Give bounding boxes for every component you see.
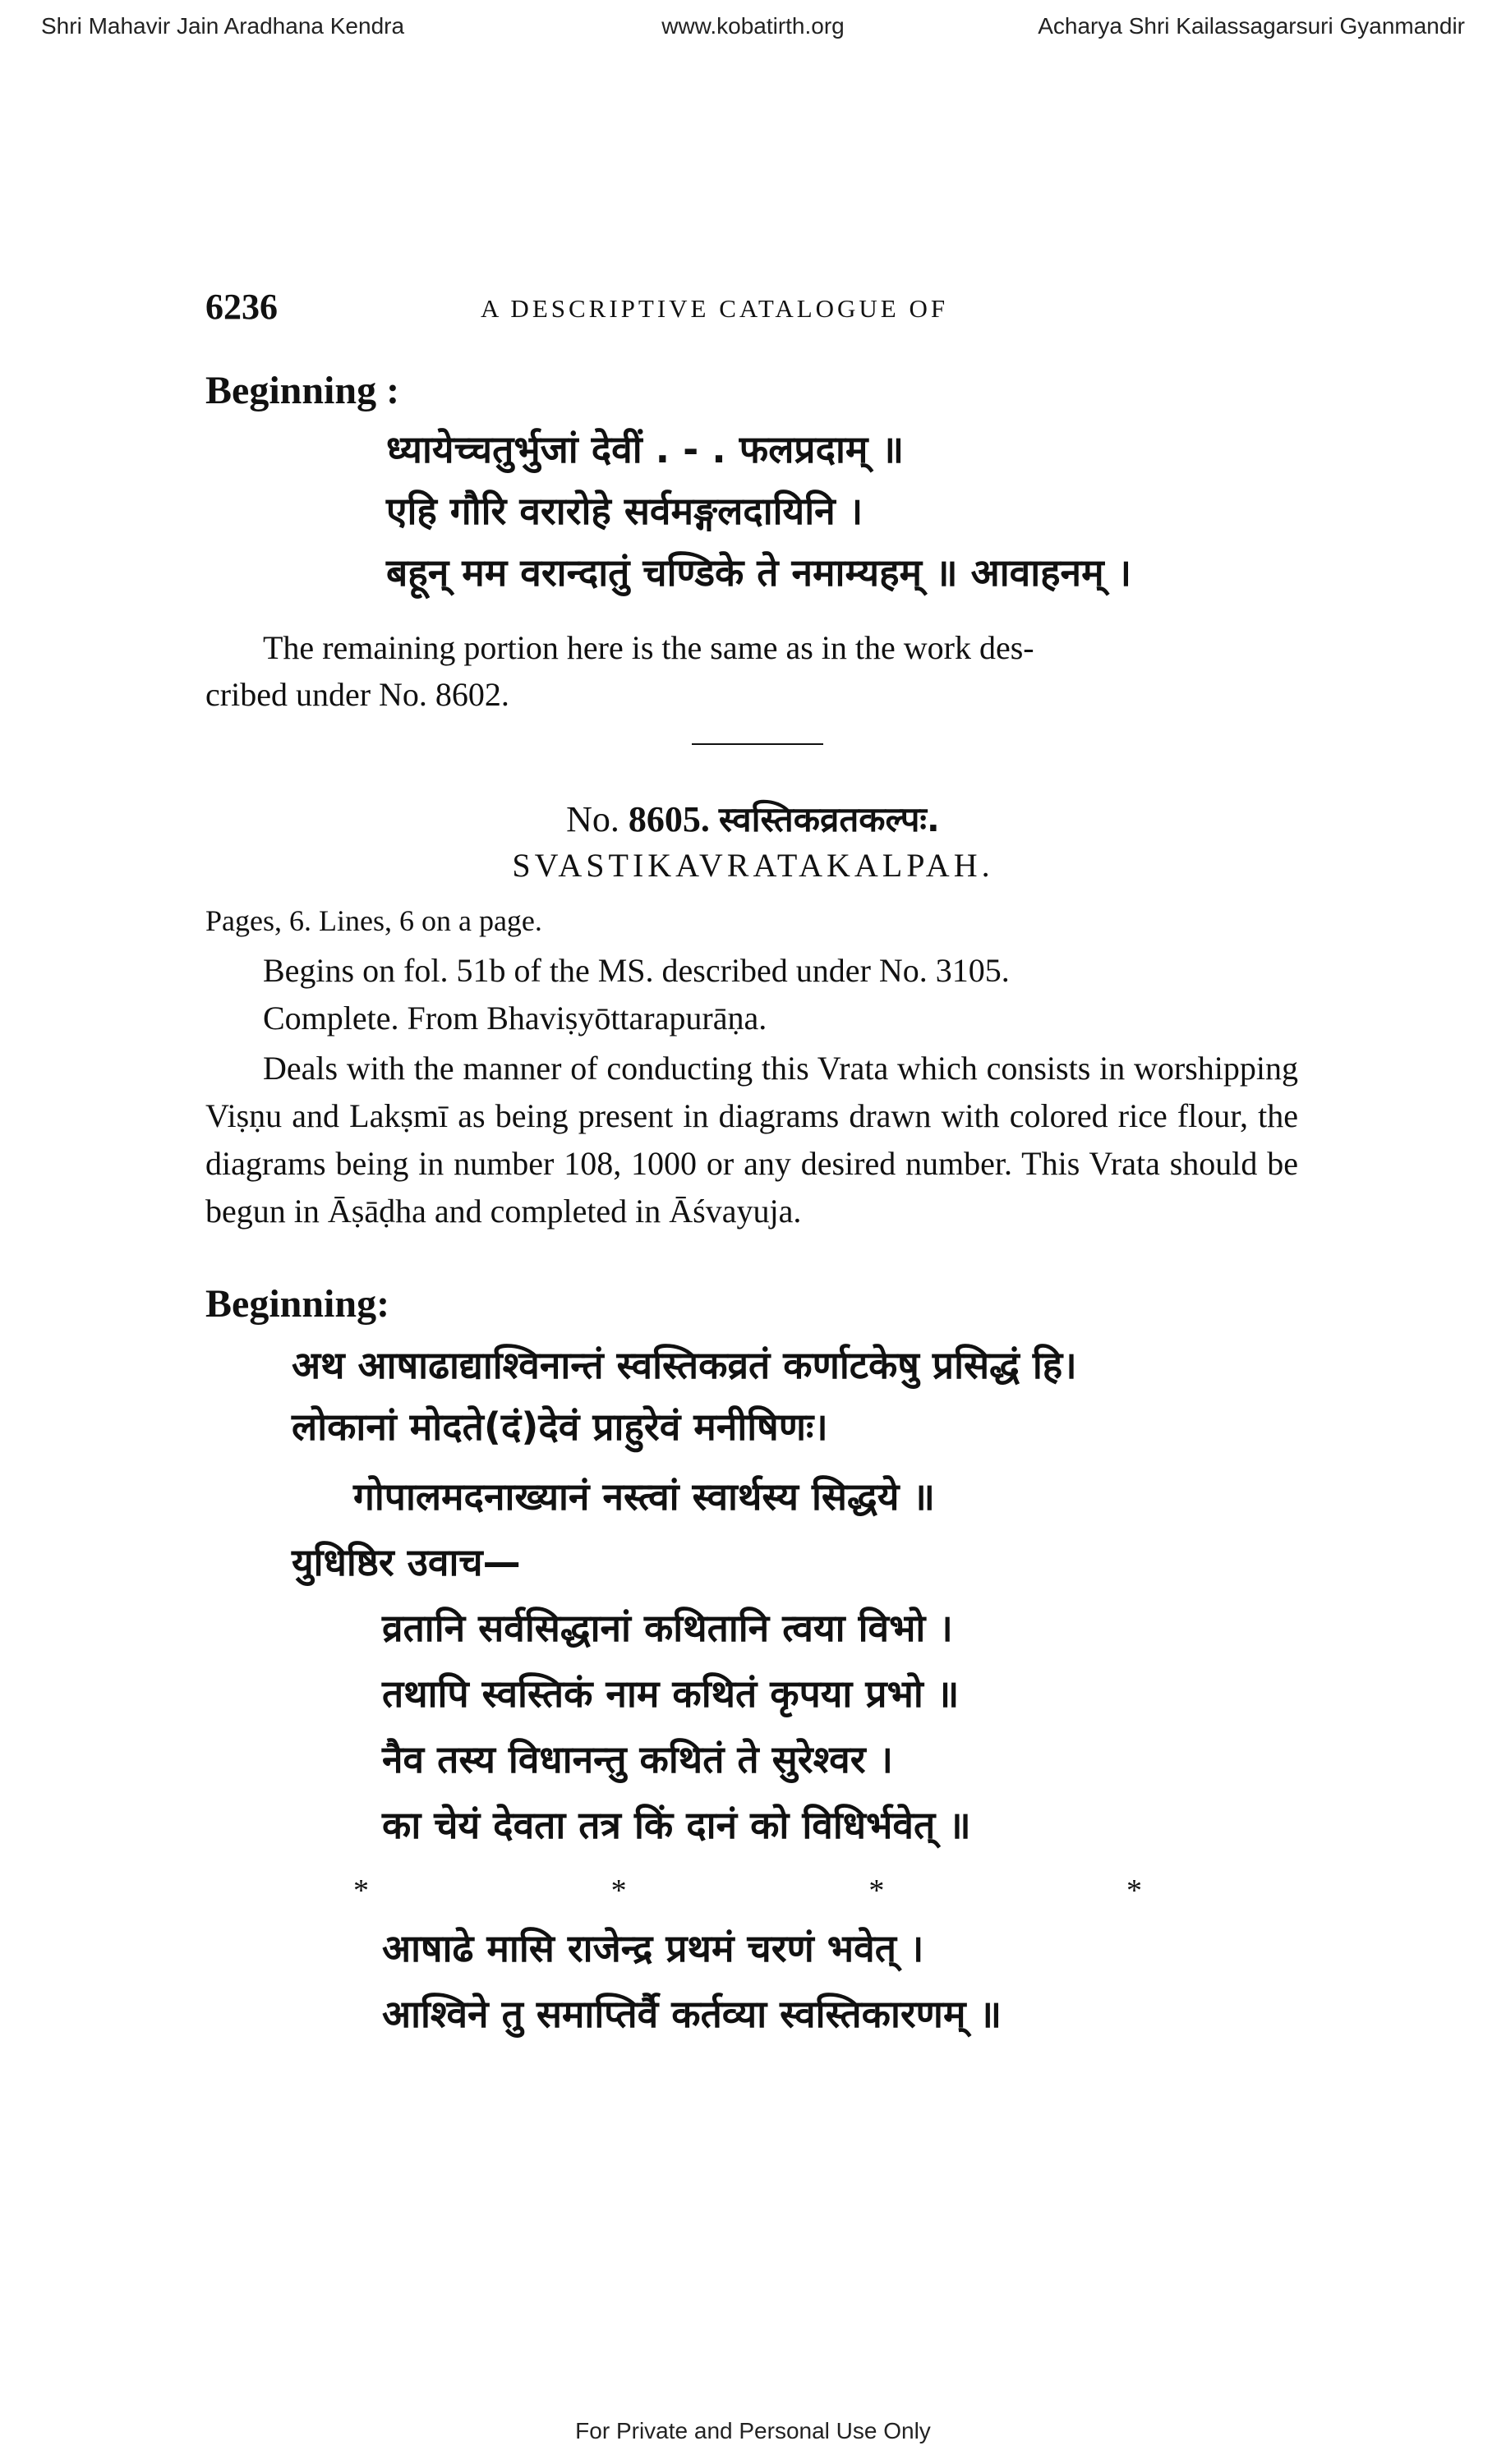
sanskrit-verse: नैव तस्य विधानन्तु कथितं ते सुरेश्वर । [382,1737,893,1781]
note-line: The remaining portion here is the same as in the work des- [263,629,1034,666]
beginning-label-2: Beginning: [205,1282,390,1326]
star-mark: * [868,1873,885,1908]
sanskrit-verse: का चेयं देवता तत्र किं दानं को विधिर्भवेत् ॥ [382,1803,971,1847]
header-left-text: Shri Mahavir Jain Aradhana Kendra [41,13,405,39]
sanskrit-verse: आश्विने तु समाप्तिर्वै कर्तव्या स्वस्तिकारणम् ॥ [382,1992,1002,2036]
note-line: cribed under No. 8602. [205,676,509,713]
star-mark: * [1126,1873,1142,1908]
beginning-label-1: Beginning : [205,369,400,412]
entry-number: 8605. [628,799,710,839]
page-number: 6236 [205,287,278,327]
header-right-text: Acharya Shri Kailassagarsuri Gyanmandir [1038,13,1465,39]
section-divider [692,743,823,745]
sanskrit-verse: व्रतानि सर्वसिद्धानां कथितानि त्वया विभो । [382,1606,953,1650]
entry-no-prefix: No. [566,799,619,839]
sanskrit-verse: लोकानां मोदते(दं)देवं प्राहुरेवं मनीषिणः। [292,1404,828,1449]
sanskrit-verse: गोपालमदनाख्यानं नस्त्वां स्वार्थस्य सिद्धये ॥ [353,1474,935,1519]
star-mark: * [610,1873,627,1908]
sanskrit-verse: एहि गौरि वरारोहे सर्वमङ्गलदायिनि । [386,489,864,533]
entry-sanskrit-title: स्वस्तिकव्रतकल्पः. [718,799,940,839]
entry-transliteration: SVASTIKAVRATAKALPAH. [512,847,994,884]
pages-lines-info: Pages, 6. Lines, 6 on a page. [205,904,542,937]
entry-description [205,1045,1298,1235]
complete-info: Complete. From Bhaviṣyōttarapurāṇa. [263,1000,767,1037]
running-head: A DESCRIPTIVE CATALOGUE OF [481,294,949,323]
entry-title [0,795,1506,842]
footer-text: For Private and Personal Use Only [575,2418,931,2443]
star-mark: * [353,1873,369,1908]
header-center-url: www.kobatirth.org [661,13,845,39]
begins-info: Begins on fol. 51b of the MS. described under No. 3105. [263,952,1010,989]
sanskrit-verse: ध्यायेच्चतुर्भुजां देवीं . - . फलप्रदाम् ॥ [386,427,905,471]
sanskrit-verse: तथापि स्वस्तिकं नाम कथितं कृपया प्रभो ॥ [382,1671,960,1716]
sanskrit-verse: युधिष्ठिर उवाच— [292,1540,521,1584]
sanskrit-verse: बहून् मम वरान्दातुं चण्डिके ते नमाम्यहम् ॥ आवाहनम् । [386,550,1132,595]
sanskrit-verse: अथ आषाढाद्याश्विनान्तं स्वस्तिकव्रतं कर्णाटकेषु प्रसिद्धं हि। [292,1343,1077,1387]
sanskrit-verse: आषाढे मासि राजेन्द्र प्रथमं चरणं भवेत् । [382,1926,924,1970]
section-stars [353,1873,1142,1909]
description-text: Deals with the manner of conducting this Vrata which consists in worshipping Viṣṇu and Lakṣmī as being present in diagrams drawn with colored rice flour, the diagrams being in number 108, 1000 or any desired number. This Vrata should be begun in Āṣāḍha and completed in Āśvayuja. [205,1050,1298,1230]
